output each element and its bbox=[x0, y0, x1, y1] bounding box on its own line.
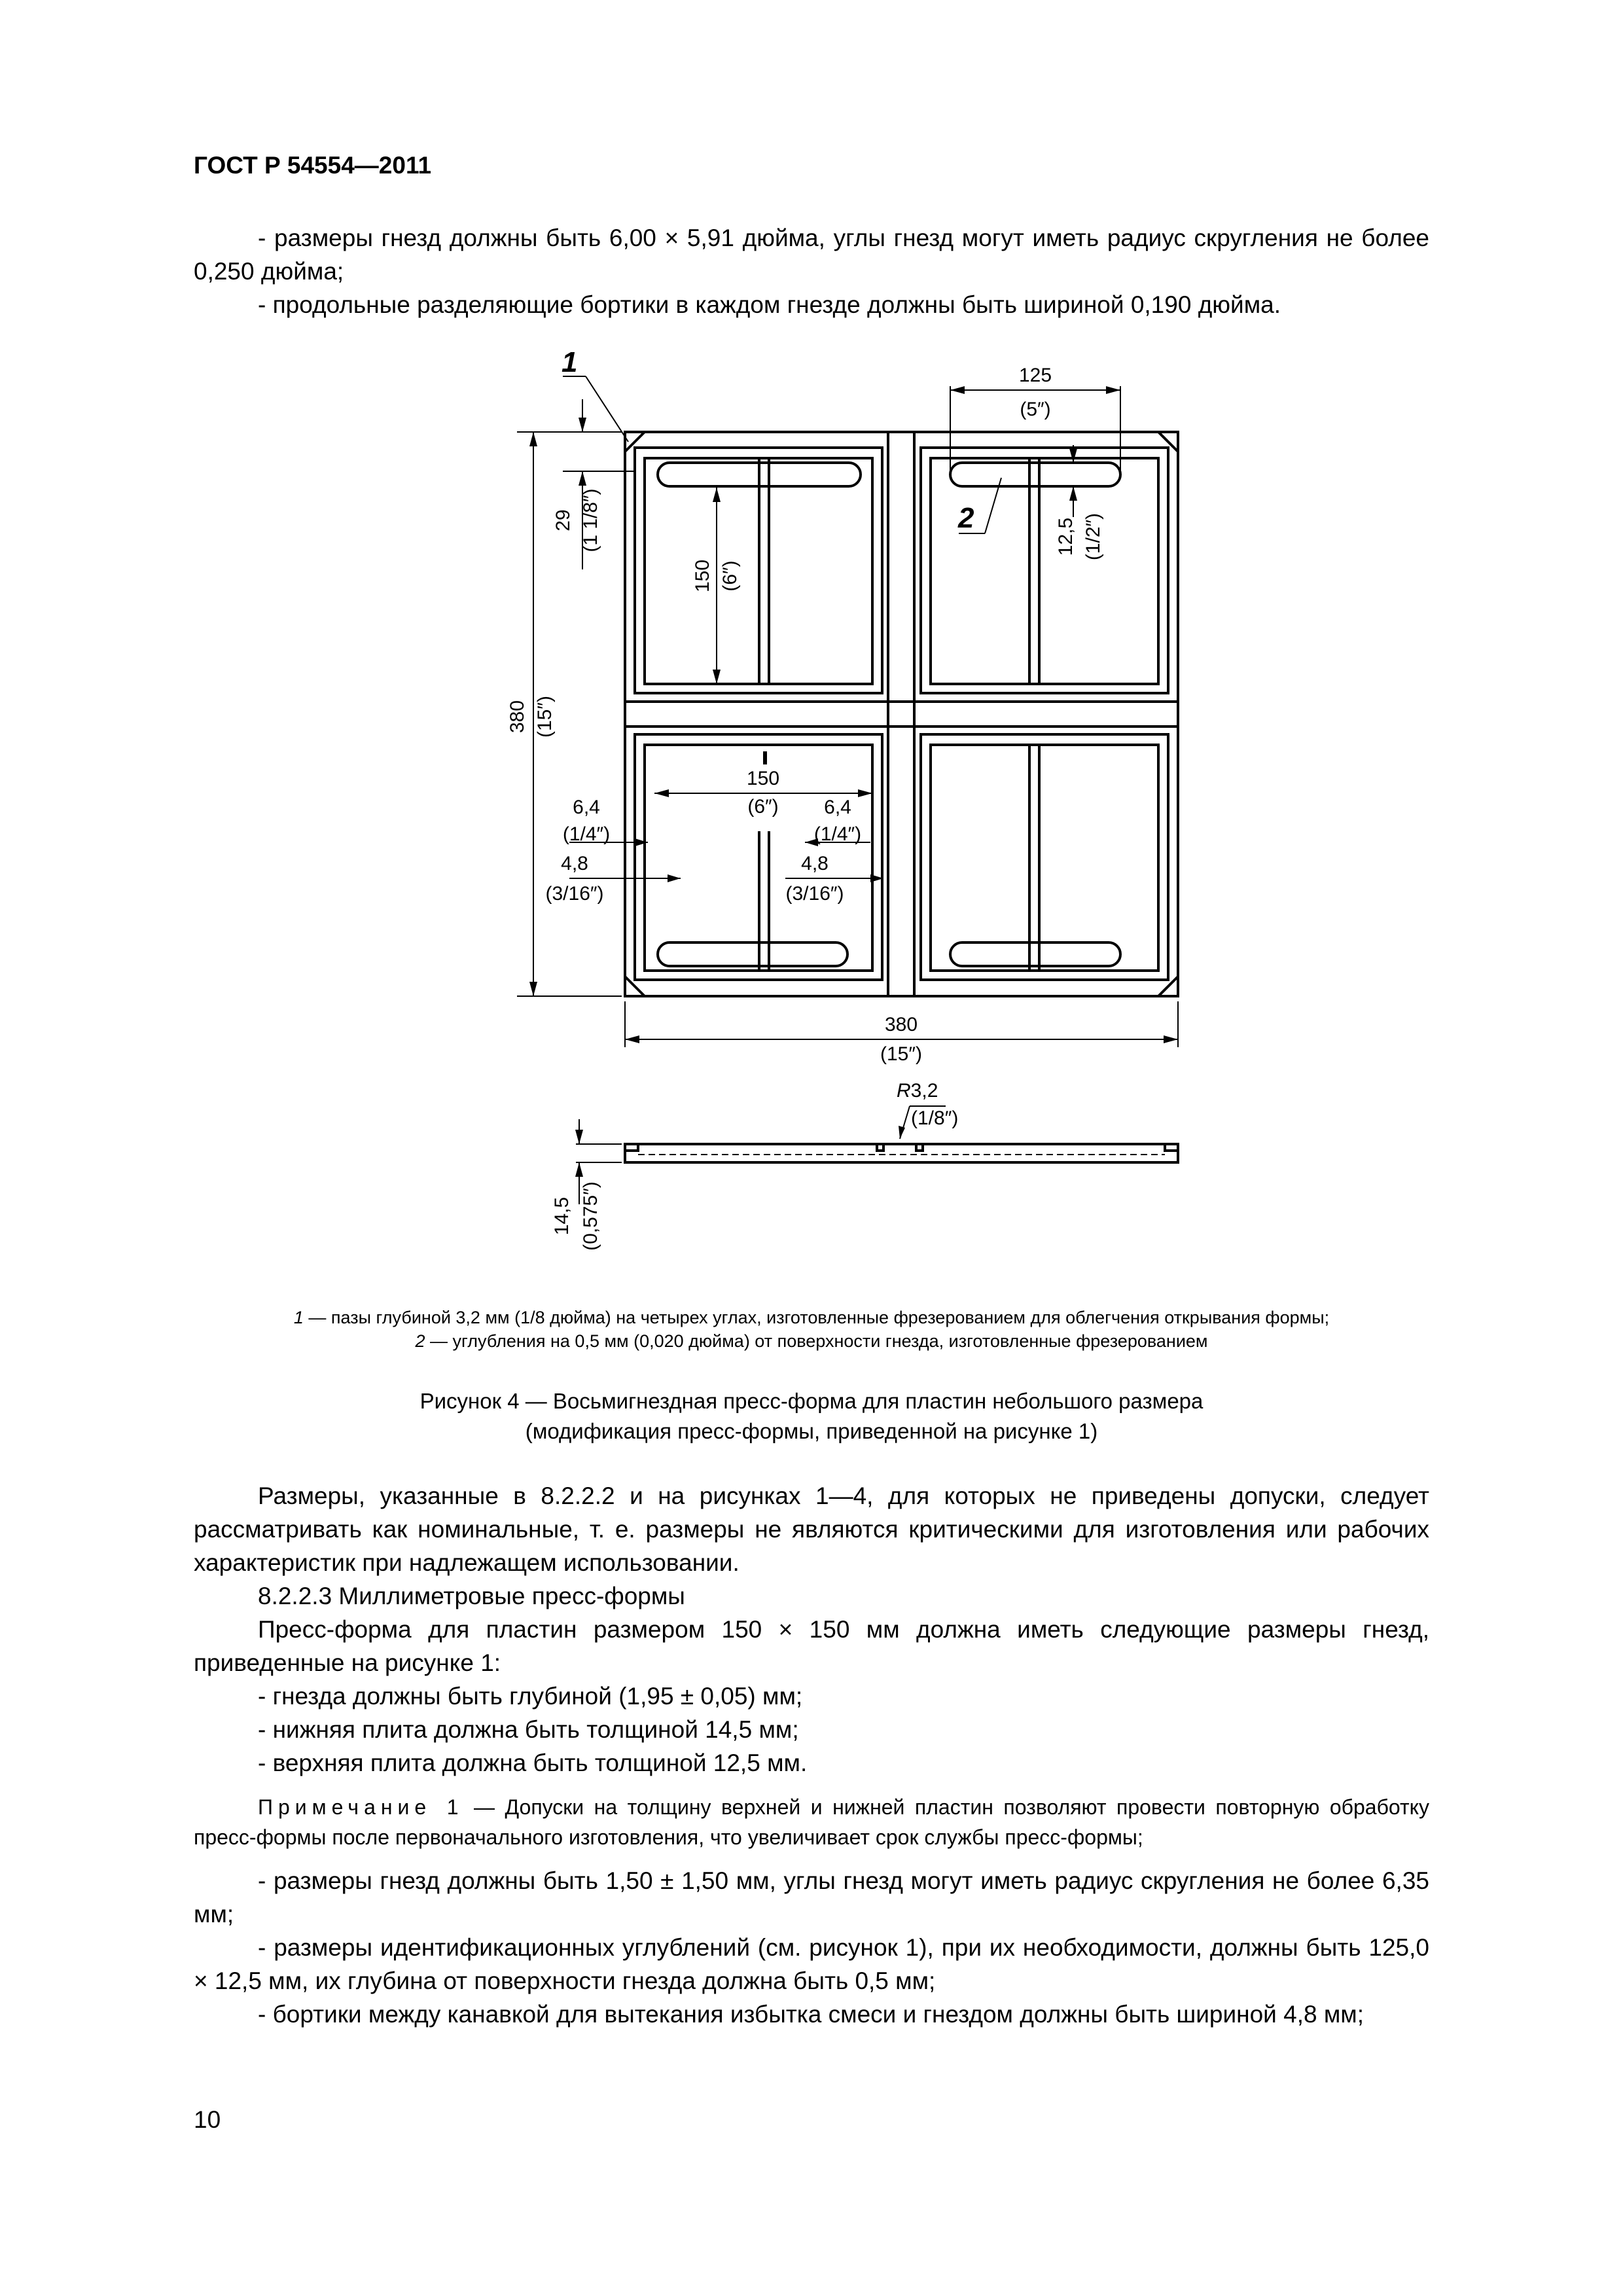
intro-paragraph-2: - продольные разделяющие бортики в каждом гнезде должны быть шириной 0,190 дюйма. bbox=[258, 291, 1281, 318]
dim-corner-inch: (1 1/8″) bbox=[580, 488, 601, 552]
list-item: - гнезда должны быть глубиной (1,95 ± 0,05) мм; bbox=[258, 1683, 803, 1710]
legend-number-1: 1 bbox=[293, 1308, 304, 1327]
dim-cavity-height-inch: (6″) bbox=[719, 560, 741, 592]
note-1 bbox=[194, 1792, 1429, 1852]
figure-caption-line-2: (модификация пресс-формы, приведенной на рисунке 1) bbox=[525, 1419, 1098, 1443]
svg-text:R3,2 bbox=[897, 1080, 938, 1102]
dim-thickness-inch: (0,575″) bbox=[580, 1181, 601, 1251]
dim-cavity-width-inch: (6″) bbox=[747, 796, 779, 817]
dim-cavity-width: 150 bbox=[746, 768, 780, 789]
figure-legend-item-1 bbox=[196, 1306, 1427, 1329]
dim-groove-left-inch: (3/16″) bbox=[545, 883, 604, 905]
section-heading-8-2-2-3: 8.2.2.3 Миллиметровые пресс-формы bbox=[258, 1583, 685, 1609]
legend-text-2: — углубления на 0,5 мм (0,020 дюйма) от поверхности гнезда, изготовленные фрезерованием bbox=[425, 1331, 1208, 1351]
legend-number-2: 2 bbox=[415, 1331, 425, 1351]
body-paragraph-3: Пресс-форма для пластин размером 150 × 150 мм должна иметь следующие размеры гнезд, приведенные на рисунке 1: bbox=[194, 1616, 1429, 1676]
dim-slot-length: 125 bbox=[1018, 365, 1052, 386]
dim-overall-height: 380 bbox=[507, 700, 528, 734]
list-item: - бортики между канавкой для вытекания избытка смеси и гнездом должны быть шириной 4,8 мм; bbox=[258, 2001, 1364, 2028]
dim-groove-left: 4,8 bbox=[561, 853, 588, 874]
dim-bead-left: 6,4 bbox=[573, 797, 600, 818]
side-view-plate bbox=[625, 1144, 1178, 1162]
dim-cavity-height: 150 bbox=[692, 559, 713, 593]
dim-bead-left-inch: (1/4″) bbox=[562, 823, 611, 845]
dim-corner: 29 bbox=[552, 509, 574, 531]
figure-4-drawing bbox=[507, 340, 1230, 1270]
dim-slot-length-inch: (5″) bbox=[1020, 399, 1051, 420]
note-label: Примечание 1 bbox=[258, 1795, 464, 1819]
identification-recess bbox=[950, 463, 1120, 486]
dim-groove-right: 4,8 bbox=[801, 853, 829, 874]
dim-slot-width-inch: (1/2″) bbox=[1082, 512, 1104, 561]
dim-overall-width-inch: (15″) bbox=[880, 1043, 922, 1065]
figure-legend-item-2 bbox=[196, 1329, 1427, 1353]
dim-bead-right: 6,4 bbox=[824, 797, 851, 818]
page-number: 10 bbox=[194, 2106, 221, 2133]
dim-overall-width: 380 bbox=[884, 1014, 918, 1035]
list-item: - верхняя плита должна быть толщиной 12,5 мм. bbox=[258, 1749, 808, 1776]
document-header: ГОСТ Р 54554—2011 bbox=[194, 152, 432, 179]
dim-radius-value: 3,2 bbox=[910, 1080, 938, 1102]
dim-groove-right-inch: (3/16″) bbox=[785, 883, 844, 905]
list-item: - размеры гнезд должны быть 1,50 ± 1,50 мм, углы гнезд могут иметь радиус скругления не более 6,35 мм; bbox=[194, 1867, 1429, 1928]
list-item: - размеры идентификационных углублений (см. рисунок 1), при их необходимости, должны быть 125,0 × 12,5 мм, их глубина от поверхности гнезда должна быть 0,5 мм; bbox=[194, 1934, 1429, 1994]
list-item: - нижняя плита должна быть толщиной 14,5 мм; bbox=[258, 1716, 799, 1743]
legend-text-1: — пазы глубиной 3,2 мм (1/8 дюйма) на четырех углах, изготовленные фрезерованием для облегчения открывания формы; bbox=[303, 1308, 1330, 1327]
dim-bead-right-inch: (1/4″) bbox=[813, 823, 862, 845]
dim-radius-inch: (1/8″) bbox=[911, 1107, 959, 1129]
dim-thickness: 14,5 bbox=[551, 1196, 573, 1236]
dim-overall-height-inch: (15″) bbox=[534, 696, 556, 738]
dim-slot-width: 12,5 bbox=[1055, 517, 1077, 556]
body-paragraph-1: Размеры, указанные в 8.2.2.2 и на рисунках 1—4, для которых не приведены допуски, следует рассматривать как номинальные, т. е. размеры не являются критическими для изготовления или рабочих характеристик при надлежащем использовании. bbox=[194, 1482, 1429, 1576]
callout-2: 2 bbox=[958, 502, 974, 534]
intro-paragraph-1: - размеры гнезд должны быть 6,00 × 5,91 дюйма, углы гнезд могут иметь радиус скругления не более 0,250 дюйма; bbox=[194, 224, 1429, 285]
note-text: — Допуски на толщину верхней и нижней пластин позволяют провести повторную обработку пресс-формы после первоначального изготовления, что увеличивает срок службы пресс-формы; bbox=[194, 1795, 1430, 1849]
figure-caption-line-1: Рисунок 4 — Восьмигнездная пресс-форма для пластин небольшого размера bbox=[419, 1389, 1204, 1413]
callout-1: 1 bbox=[562, 346, 578, 378]
dim-radius-symbol: R bbox=[897, 1080, 911, 1102]
